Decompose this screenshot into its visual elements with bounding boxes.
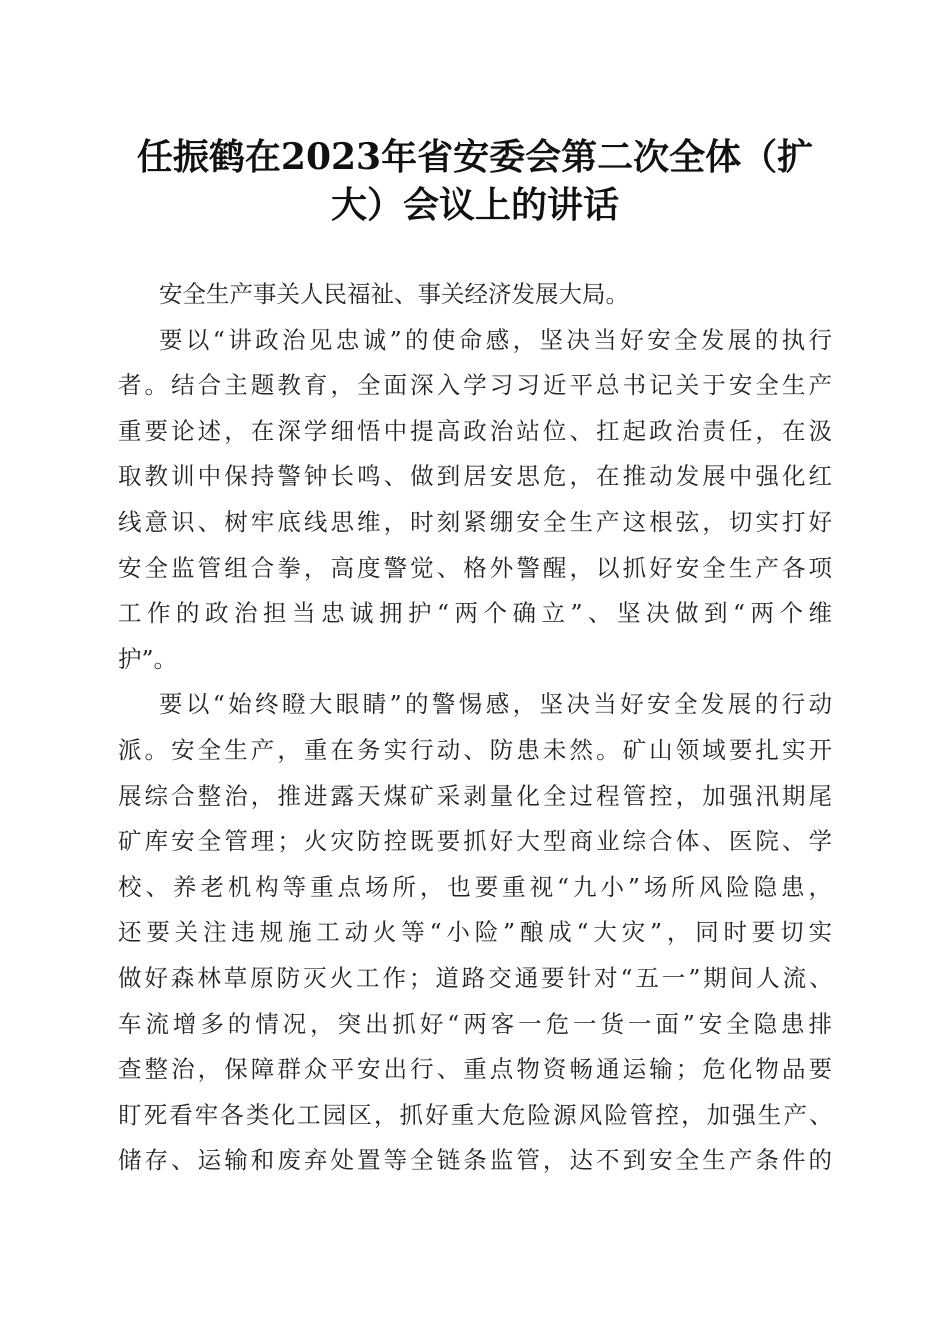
paragraph-line: 储存、运输和废弃处置等全链条监管，达不到安全生产条件的 xyxy=(118,1146,832,1175)
paragraph-3 xyxy=(118,682,832,1184)
document-title xyxy=(118,133,832,229)
title-line: 大）会议上的讲话 xyxy=(330,184,619,226)
paragraph-line: 做好森林草原防灭火工作；道路交通要针对“五一”期间人流、 xyxy=(118,963,832,992)
paragraph-1 xyxy=(118,272,832,318)
paragraph-line: 矿库安全管理；火灾防控既要抓好大型商业综合体、医院、学 xyxy=(118,827,832,856)
paragraph-line: 派。安全生产，重在务实行动、防患未然。矿山领域要扎实开 xyxy=(118,735,832,764)
document-body xyxy=(118,272,832,1184)
paragraph-line: 要以“讲政治见忠诚”的使命感，坚决当好安全发展的执行 xyxy=(159,325,832,354)
paragraph-line: 取教训中保持警钟长鸣、做到居安思危，在推动发展中强化红 xyxy=(118,462,832,491)
paragraph-line: 安全生产事关人民福祉、事关经济发展大局。 xyxy=(159,280,629,308)
paragraph-line: 展综合整治，推进露天煤矿采剥量化全过程管控，加强汛期尾 xyxy=(118,781,832,810)
paragraph-line: 校、养老机构等重点场所，也要重视“九小”场所风险隐患， xyxy=(118,872,832,901)
paragraph-2 xyxy=(118,318,832,683)
paragraph-line: 者。结合主题教育，全面深入学习习近平总书记关于安全生产 xyxy=(118,371,832,400)
paragraph-line: 车流增多的情况，突出抓好“两客一危一货一面”安全隐患排 xyxy=(118,1009,832,1038)
paragraph-line: 重要论述，在深学细悟中提高政治站位、扛起政治责任，在汲 xyxy=(118,416,832,445)
paragraph-line: 线意识、树牢底线思维，时刻紧绷安全生产这根弦，切实打好 xyxy=(118,507,832,536)
paragraph-line: 护”。 xyxy=(118,644,178,673)
paragraph-line: 要以“始终瞪大眼睛”的警惕感，坚决当好安全发展的行动 xyxy=(159,690,832,719)
paragraph-line: 工作的政治担当忠诚拥护“两个确立”、坚决做到“两个维 xyxy=(118,599,832,628)
paragraph-line: 安全监管组合拳，高度警觉、格外警醒，以抓好安全生产各项 xyxy=(118,553,832,582)
paragraph-line: 还要关注违规施工动火等“小险”酿成“大灾”，同时要切实 xyxy=(118,918,832,947)
title-line: 任振鹤在2023年省安委会第二次全体（扩 xyxy=(136,136,814,178)
paragraph-line: 查整治，保障群众平安出行、重点物资畅通运输；危化物品要 xyxy=(118,1055,832,1084)
paragraph-line: 盯死看牢各类化工园区，抓好重大危险源风险管控，加强生产、 xyxy=(118,1100,832,1129)
